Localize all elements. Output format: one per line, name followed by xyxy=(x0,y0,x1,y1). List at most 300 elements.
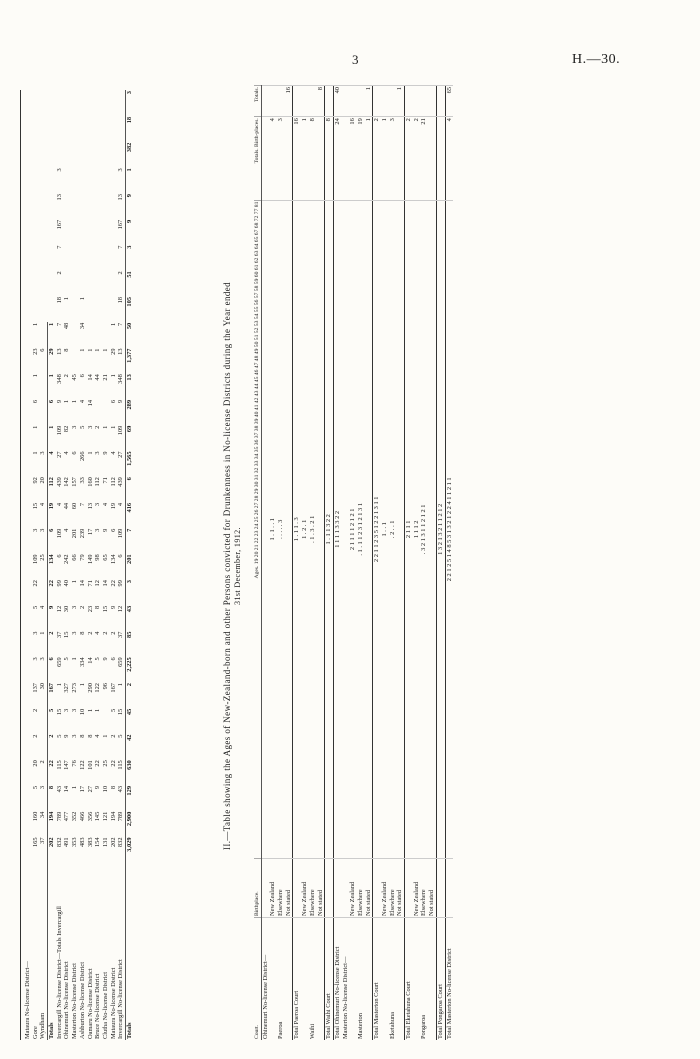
summary-cell: 3 xyxy=(71,605,79,610)
ages-cell-g: 40 xyxy=(333,86,341,117)
summary-cell: 14 xyxy=(63,785,71,793)
ages-row xyxy=(301,86,309,1041)
ages-cell-v: . 2 . . 1 xyxy=(389,200,397,858)
ages-cell-g xyxy=(277,86,285,117)
summary-cell: 3 xyxy=(71,425,79,429)
ages-cell-bp: Not stated xyxy=(317,859,325,918)
summary-cell: 4 xyxy=(63,451,71,455)
summary-cell: 201 xyxy=(125,553,133,579)
age-header: 27 xyxy=(254,501,260,509)
summary-cell: 3 xyxy=(39,785,47,790)
ages-cell-t: 3 xyxy=(389,117,397,200)
summary-cell: 4 xyxy=(78,399,86,404)
summary-cell: 2 xyxy=(125,682,133,708)
summary-cell: 22 xyxy=(31,580,39,587)
age-header: 33 xyxy=(254,459,260,467)
ages-cell-bp: New Zealand xyxy=(269,859,277,918)
summary-row xyxy=(71,90,79,1040)
summary-cell: 99 xyxy=(117,580,125,587)
age-header: 77 xyxy=(254,207,260,215)
summary-row xyxy=(110,90,118,1040)
ages-cell-v: 1 1 1 1 3 3 2 2 xyxy=(333,200,341,858)
ages-cell-v xyxy=(285,200,293,858)
summary-cell: 115 xyxy=(117,760,125,770)
summary-cell: 8 xyxy=(109,785,117,790)
summary-cell: 6 xyxy=(78,374,86,378)
ages-cell-g xyxy=(342,86,350,117)
summary-cell: 1 xyxy=(39,631,47,635)
summary-cell: 1 xyxy=(71,580,79,584)
summary-cell: 2 xyxy=(31,734,39,738)
summary-cell: 194 xyxy=(109,811,117,822)
summary-cell: 15 xyxy=(63,631,71,638)
summary-cell: 14 xyxy=(78,580,86,587)
summary-cell: 8 xyxy=(86,734,94,738)
summary-cell: 1 xyxy=(86,348,94,352)
ages-row xyxy=(396,86,404,1041)
ages-cell-court xyxy=(269,918,277,1041)
summary-row-label: Oamaru No-license District xyxy=(86,968,94,1039)
ages-cell-t xyxy=(342,117,350,200)
summary-cell: 3 xyxy=(63,708,71,712)
age-header: 42 xyxy=(254,396,260,404)
summary-cell: 348 xyxy=(55,374,63,384)
summary-cell: 2,900 xyxy=(125,811,133,837)
ages-row xyxy=(365,86,373,1041)
summary-cell: 3 xyxy=(55,168,63,172)
summary-cell: 2 xyxy=(31,708,39,712)
summary-cell: 5 xyxy=(31,605,39,610)
summary-cell: 416 xyxy=(125,502,133,528)
ages-cell-t: 1 xyxy=(365,117,373,200)
ages-row xyxy=(413,86,421,1041)
ages-cell-t: 2 xyxy=(405,117,413,200)
age-header: 35 xyxy=(254,445,260,453)
summary-cell xyxy=(39,322,47,348)
summary-cell: 1 xyxy=(78,297,86,301)
age-header: 54 xyxy=(254,312,260,320)
summary-cell: 4 xyxy=(101,502,109,507)
summary-cell: 1,565 xyxy=(125,450,133,476)
summary-cell: 1 xyxy=(78,683,86,687)
summary-cell: 44 xyxy=(63,502,71,510)
summary-cell: 8 xyxy=(63,348,71,352)
ages-cell-t: 1 xyxy=(381,117,389,200)
ages-cell-g: 1 xyxy=(396,86,404,117)
summary-cell: 21 xyxy=(101,374,109,381)
summary-cell: 3 xyxy=(125,245,133,271)
summary-cell: 7 xyxy=(117,245,125,249)
summary-cell: 2 xyxy=(109,734,117,738)
summary-cell: 37 xyxy=(39,837,47,844)
ages-cell-v xyxy=(428,200,436,858)
summary-cell: 112 xyxy=(94,477,102,487)
ages-cell-t: 8 xyxy=(325,117,334,200)
summary-cell: 242 xyxy=(63,554,71,564)
summary-cell: 266 xyxy=(78,451,86,462)
summary-cell: 1 xyxy=(48,373,56,399)
summary-cell: 2 xyxy=(109,631,117,635)
ages-cell-court xyxy=(317,918,325,1041)
summary-cell: 121 xyxy=(101,811,109,822)
summary-cell: 3 xyxy=(71,734,79,738)
ages-cell-bp: New Zealand xyxy=(301,859,309,918)
summary-cell: 659 xyxy=(55,657,63,667)
ages-cell-g xyxy=(349,86,357,117)
summary-cell: 2 xyxy=(78,605,86,610)
summary-cell: 1 xyxy=(101,348,109,352)
age-header: 60 xyxy=(254,270,260,278)
ages-cell-court: Ohinemuri No-license District— xyxy=(261,918,269,1041)
age-header: 44 xyxy=(254,382,260,390)
ages-cell-g xyxy=(420,86,428,117)
ages-row xyxy=(293,86,301,1041)
summary-cell: 439 xyxy=(55,477,63,487)
age-header: 36 xyxy=(254,438,260,446)
age-header: 65 xyxy=(254,235,260,243)
summary-cell: 1 xyxy=(63,399,71,404)
summary-cell: 18 xyxy=(125,116,133,142)
ages-cell-g xyxy=(357,86,365,117)
summary-cell: 109 xyxy=(117,528,125,539)
summary-cell: 2 xyxy=(101,631,109,635)
summary-cell: 82 xyxy=(63,425,71,433)
ages-cell-v xyxy=(342,200,350,858)
summary-cell: 327 xyxy=(63,683,71,693)
summary-cell: 13 xyxy=(86,502,94,510)
summary-cell: 13 xyxy=(55,194,63,201)
summary-cell: 69 xyxy=(125,425,133,451)
age-header: 31 xyxy=(254,473,260,481)
summary-cell: 1 xyxy=(31,451,39,455)
summary-cell: 76 xyxy=(71,760,79,767)
summary-cell: 5 xyxy=(48,708,56,734)
summary-cell: 109 xyxy=(31,554,39,564)
ages-cell-bp: Elsewhere xyxy=(389,859,397,918)
ages-table xyxy=(254,85,453,1040)
summary-cell: 149 xyxy=(86,554,94,564)
summary-cell: 2 xyxy=(63,374,71,378)
ages-cell-bp xyxy=(261,859,269,918)
summary-cell: 13 xyxy=(117,348,125,355)
summary-cell: 22 xyxy=(109,580,117,587)
summary-cell: 1 xyxy=(71,657,79,661)
summary-cell: 22 xyxy=(48,759,56,785)
summary-cell: 1 xyxy=(109,425,117,429)
ages-cell-bp: Not stated xyxy=(396,859,404,918)
ages-cell-v: . 1 . 1 1 2 3 1 2 1 3 1 xyxy=(357,200,365,858)
summary-cell: 5 xyxy=(109,708,117,712)
ages-cell-court: Waihi xyxy=(309,918,317,1041)
summary-cell: 18 xyxy=(55,297,63,304)
summary-cell: 43 xyxy=(117,785,125,793)
ages-cell-g: 1 xyxy=(365,86,373,117)
summary-cell: 13 xyxy=(125,373,133,399)
age-header: 41 xyxy=(254,403,260,411)
table-title-line1: II.—Table showing the Ages of New-Zealand-born and other Persons convicted for Drunkenness in No-license Districts during the Year ended xyxy=(222,281,232,851)
summary-cell: 2 xyxy=(86,631,94,635)
age-header: 56 xyxy=(254,298,260,306)
summary-cell: 5 xyxy=(63,657,71,661)
summary-cell: 1 xyxy=(125,167,133,193)
summary-cell: 1 xyxy=(101,734,109,738)
ages-cell-v: 2 1 1 1 xyxy=(405,200,413,858)
summary-cell: 3 xyxy=(39,528,47,532)
summary-cell: 9 xyxy=(117,399,125,404)
summary-cell: 17 xyxy=(86,528,94,536)
ages-cell-bp: Not stated xyxy=(365,859,373,918)
ages-cell-t: 21 xyxy=(420,117,428,200)
age-header: 34 xyxy=(254,452,260,460)
summary-cell: 3 xyxy=(94,528,102,532)
summary-cell: 6 xyxy=(48,528,56,554)
ages-cell-bp xyxy=(333,859,341,918)
summary-cell xyxy=(39,399,47,425)
summary-cell: 98 xyxy=(94,554,102,561)
summary-cell: 109 xyxy=(117,425,125,436)
summary-row xyxy=(94,90,102,1040)
summary-cell: 4 xyxy=(109,451,117,455)
summary-cell: 6 xyxy=(109,528,117,532)
summary-cell xyxy=(39,373,47,399)
ages-row xyxy=(325,86,334,1041)
ages-row xyxy=(349,86,357,1041)
ages-row xyxy=(445,86,453,1041)
ages-cell-g xyxy=(301,86,309,117)
summary-row xyxy=(79,90,87,1040)
ages-cell-g xyxy=(325,86,334,117)
ages-cell-t: 3 xyxy=(277,117,285,200)
summary-cell: 142 xyxy=(63,477,71,487)
summary-cell: 789 xyxy=(55,811,63,822)
ages-cell-g xyxy=(373,86,381,117)
age-header: 39 xyxy=(254,417,260,425)
summary-cell: 109 xyxy=(55,425,63,436)
summary-cell: 23 xyxy=(31,348,39,355)
summary-cell: 147 xyxy=(63,760,71,770)
summary-cell: 7 xyxy=(117,322,125,326)
summary-cell: 15 xyxy=(55,708,63,716)
ages-cell-g xyxy=(261,86,269,117)
ages-cell-t: 2 xyxy=(413,117,421,200)
ages-cell-g xyxy=(428,86,436,117)
ages-row xyxy=(405,86,413,1041)
summary-cell: 6 xyxy=(117,554,125,558)
summary-cell: 8 xyxy=(78,631,86,635)
summary-cell: 1 xyxy=(48,425,56,451)
ages-row xyxy=(317,86,325,1041)
summary-row-label: Ashburton No-license District xyxy=(78,961,86,1039)
summary-cell: 9 xyxy=(109,605,117,610)
ages-cell-court: Total Eketahuna Court xyxy=(405,918,413,1041)
summary-cell: 9 xyxy=(125,193,133,219)
summary-cell: 43 xyxy=(125,605,133,631)
age-header: 24 xyxy=(254,522,260,530)
document-reference: H.—30. xyxy=(572,52,621,67)
header-totals: Totals. xyxy=(254,86,261,117)
summary-row xyxy=(87,90,95,1040)
ages-cell-v: 1 . 2 . 1 xyxy=(301,200,309,858)
ages-cell-court: Total Paeroa Court xyxy=(293,918,301,1041)
summary-cell: 382 xyxy=(125,142,133,168)
ages-cell-g: 16 xyxy=(285,86,293,117)
ages-cell-t: 2 xyxy=(373,117,381,200)
summary-cell: 1 xyxy=(31,425,39,429)
summary-cell: 1 xyxy=(63,297,71,301)
summary-cell: 19 xyxy=(109,502,117,510)
age-header: 62 xyxy=(254,256,260,264)
summary-cell: 6 xyxy=(125,476,133,502)
age-header: 72 xyxy=(254,214,260,222)
summary-cell: 289 xyxy=(125,399,133,425)
summary-cell: 6 xyxy=(109,657,117,661)
rotated-page-content xyxy=(6,80,686,1040)
summary-cell: 12 xyxy=(94,580,102,587)
summary-cell: 30 xyxy=(39,683,47,690)
summary-cell: 3 xyxy=(31,657,39,661)
ages-cell-v: 2 2 1 1 2 3 5 1 2 2 1 3 1 1 xyxy=(373,200,381,858)
age-header: 61 xyxy=(254,263,260,271)
summary-cell: 3 xyxy=(71,708,79,712)
summary-row xyxy=(39,90,47,1040)
age-header: 21 xyxy=(254,543,260,551)
age-header: 32 xyxy=(254,466,260,474)
age-header: 20 xyxy=(254,550,260,558)
summary-cell: 1 xyxy=(55,683,63,687)
summary-cell: 30 xyxy=(63,605,71,613)
age-header: 64 xyxy=(254,242,260,250)
summary-cell: 9 xyxy=(63,734,71,738)
summary-row-label: Masterton No-license District xyxy=(71,963,79,1039)
ages-cell-v xyxy=(365,200,373,858)
ages-cell-t: 16 xyxy=(293,117,301,200)
age-header: 40 xyxy=(254,410,260,418)
summary-cell: 7 xyxy=(125,528,133,554)
summary-cell: 167 xyxy=(48,682,56,708)
summary-cell: 4 xyxy=(39,605,47,610)
ages-cell-bp xyxy=(405,859,413,918)
summary-cell: 13 xyxy=(55,348,63,355)
summary-cell: 29 xyxy=(109,348,117,355)
summary-cell: 101 xyxy=(86,760,94,770)
ages-cell-t: 8 xyxy=(309,117,317,200)
summary-cell: 4 xyxy=(48,450,56,476)
summary-cell: 14 xyxy=(101,580,109,587)
age-header: 37 xyxy=(254,431,260,439)
ages-cell-court xyxy=(381,918,389,1041)
summary-cell: 9 xyxy=(101,657,109,661)
age-header: 48 xyxy=(254,354,260,362)
ages-row xyxy=(357,86,365,1041)
ages-cell-bp xyxy=(325,859,334,918)
summary-cell: 9 xyxy=(55,399,63,404)
ages-cell-court: Pongaroa xyxy=(420,918,428,1041)
age-header: 43 xyxy=(254,389,260,397)
summary-cell: 13 xyxy=(117,194,125,201)
summary-cell: 99 xyxy=(55,580,63,587)
summary-row xyxy=(32,90,40,1040)
ages-cell-t: 24 xyxy=(333,117,341,200)
summary-cell: 66 xyxy=(71,554,79,561)
summary-cell: 12 xyxy=(55,605,63,613)
age-header: 50 xyxy=(254,340,260,348)
summary-cell: 1,377 xyxy=(125,347,133,373)
summary-cell: 167 xyxy=(109,683,117,693)
ages-row xyxy=(428,86,436,1041)
age-header: 81 xyxy=(254,201,260,208)
summary-cell: 25 xyxy=(39,554,47,561)
summary-row xyxy=(48,90,56,1040)
age-header: 45 xyxy=(254,375,260,383)
summary-cell: 7 xyxy=(55,322,63,326)
ages-cell-bp: Elsewhere xyxy=(357,859,365,918)
ages-cell-v xyxy=(261,200,269,858)
ages-cell-t: 4 xyxy=(269,117,277,200)
summary-cell: 201 xyxy=(71,528,79,539)
page-number: 3 xyxy=(352,52,359,67)
ages-cell-t xyxy=(261,117,269,200)
summary-cell: 273 xyxy=(71,683,79,693)
summary-cell: 145 xyxy=(94,811,102,822)
summary-cell: 37 xyxy=(117,631,125,638)
summary-cell: 79 xyxy=(78,554,86,561)
summary-cell: 3 xyxy=(86,425,94,429)
ages-cell-bp: Not stated xyxy=(285,859,293,918)
summary-cell: 5 xyxy=(55,734,63,738)
summary-cell: 129 xyxy=(125,785,133,811)
summary-cell: 5 xyxy=(78,425,86,429)
summary-cell: 491 xyxy=(63,837,71,848)
summary-cell: 85 xyxy=(125,631,133,657)
summary-cell: 3 xyxy=(31,631,39,635)
summary-cell: 96 xyxy=(101,683,109,690)
summary-cell: 33 xyxy=(78,477,86,484)
ages-cell-court: Total Pongaroa Court xyxy=(436,918,445,1041)
summary-cell: 40 xyxy=(63,580,71,587)
summary-cell: 352 xyxy=(71,811,79,822)
summary-cell: 105 xyxy=(125,296,133,322)
summary-row-label: Mataura No-license District— xyxy=(24,961,31,1039)
ages-row xyxy=(285,86,293,1041)
ages-cell-court: Masterton No-license District— xyxy=(342,918,350,1041)
ages-cell-v: 2 1 1 1 1 2 1 2 1 xyxy=(349,200,357,858)
summary-cell: 1 xyxy=(94,708,102,712)
ages-cell-t: 1 xyxy=(301,117,309,200)
summary-cell: 50 xyxy=(125,322,133,348)
summary-cell: 45 xyxy=(125,708,133,734)
ages-cell-bp xyxy=(342,859,350,918)
ages-cell-bp xyxy=(373,859,381,918)
age-header: 59 xyxy=(254,277,260,285)
age-header: 57 xyxy=(254,291,260,299)
age-header: 55 xyxy=(254,305,260,313)
age-header: 47 xyxy=(254,361,260,369)
summary-cell: 9 xyxy=(101,451,109,455)
summary-cell: 6 xyxy=(39,348,47,352)
summary-cell: 483 xyxy=(78,837,86,848)
age-header: 23 xyxy=(254,529,260,537)
summary-cell: 17 xyxy=(78,785,86,793)
summary-cell: 832 xyxy=(117,837,125,848)
summary-cell: 34 xyxy=(39,811,47,819)
summary-cell: 194 xyxy=(48,811,56,837)
summary-cell: 1 xyxy=(86,708,94,712)
summary-cell: 4 xyxy=(63,528,71,532)
summary-cell: 134 xyxy=(109,554,117,564)
summary-cell: 20 xyxy=(39,477,47,484)
summary-cell: 27 xyxy=(117,451,125,458)
ages-cell-t: 16 xyxy=(349,117,357,200)
